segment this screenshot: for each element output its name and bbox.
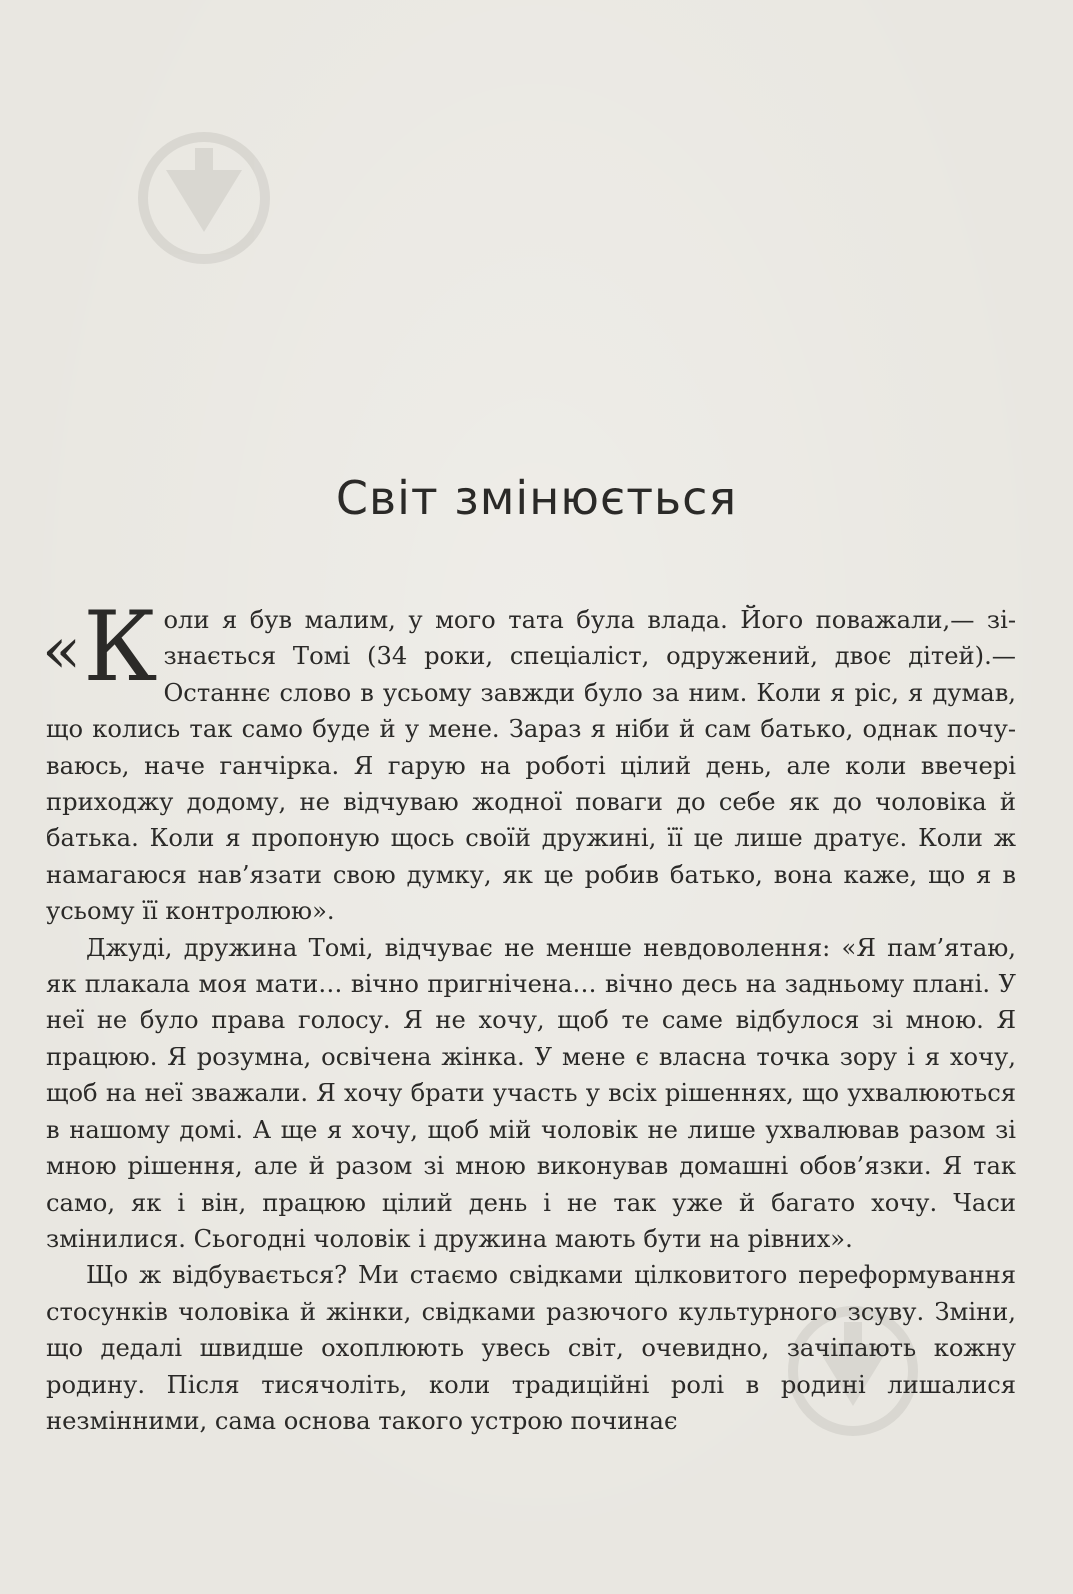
paragraph-3: Що ж відбувається? Ми стаємо свідками цілковитого переформування стосунків чоловіка й жінки, свідками разючого культурного зсуву. Зміни, що дедалі швидше охоплюють увесь світ, очевидно, зачіпають кожну родину. Після тисячоліть, коли традиційні ролі в родині лишалися незмінними, сама основа такого устрою починає [46, 1261, 1016, 1435]
drop-cap: «К [42, 591, 158, 703]
paragraph-1 [42, 591, 1016, 930]
body-text [42, 591, 1016, 1439]
chapter-title: Світ змінюється [335, 470, 738, 525]
paragraph-2: Джуді, дружина Томі, відчуває не менше невдоволення: «Я пам’ятаю, як плакала моя мати… вічно пригнічена… вічно десь на задньому плані. У неї не було права голосу. Я не хочу, щоб те саме відбулося зі мною. Я працюю. Я розумна, освічена жінка. У мене є власна точка зору і я хочу, щоб на неї зважали. Я хочу брати участь у всіх рішеннях, що ухвалюються в нашому домі. А ще я хочу, щоб мій чоловік не лише ухвалював разом зі мною рішення, але й разом зі мною виконував домашні обов’язки. Я так само, як і він, працюю цілий день і не так уже й багато хочу. Часи змінилися. Сьогодні чоловік і дружина мають бути на рівних». [46, 933, 1016, 1253]
watermark-download-icon [138, 132, 270, 264]
paragraph-1-text: оли я був малим, у мого тата була влада. Його поважали,— зізнається Томі (34 роки, спеціаліст, одружений, двоє дітей).— Останнє слово в усьому завжди було за ним. Коли я ріс, я думав, що колись так само буде й у мене. Зараз я ніби й сам батько, однак почуваюсь, наче ганчірка. Я гарую на роботі цілий день, але коли ввечері приходжу додому, не відчуваю жодної поваги до себе як до чоловіка й батька. Коли я пропоную щось своїй дружині, її це лише дратує. Коли ж намагаюся нав’язати свою думку, як це робив батько, вона каже, що я в усьому її контролюю». [46, 606, 1016, 926]
